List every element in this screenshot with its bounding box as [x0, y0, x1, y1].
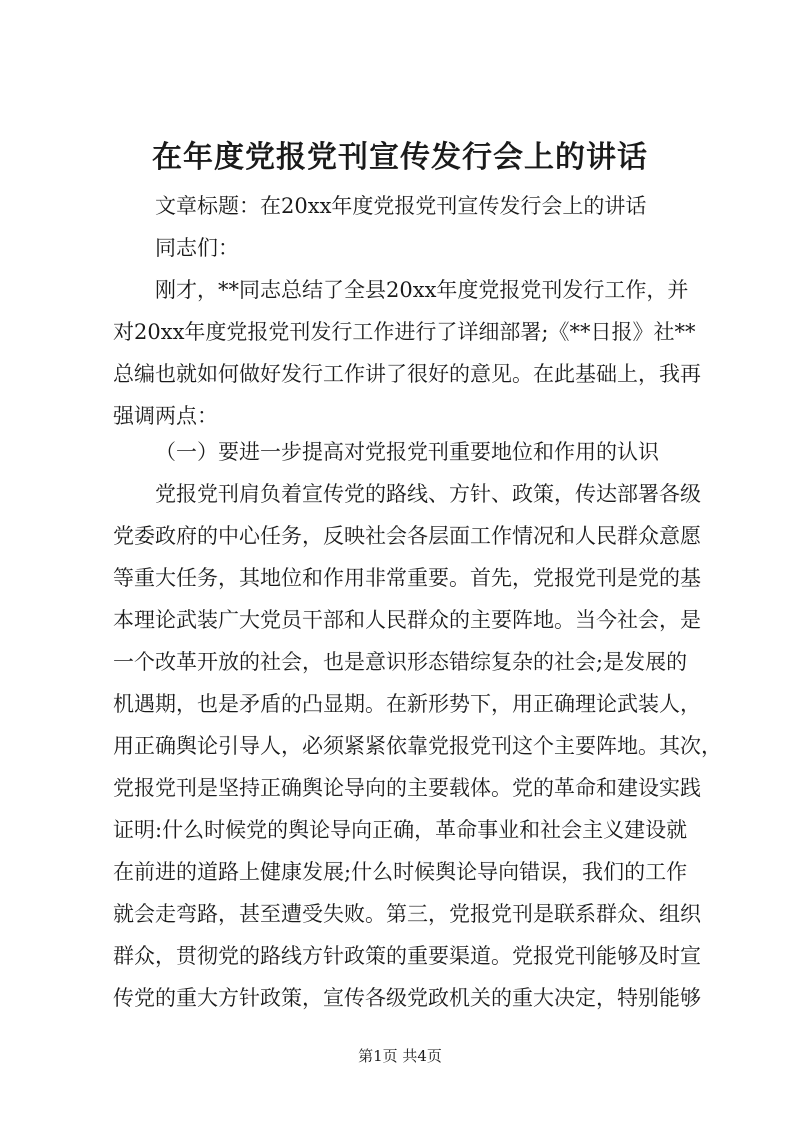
paragraph-line: 等重大任务，其地位和作用非常重要。首先，党报党刊是党的基 — [113, 566, 701, 590]
paragraph-line: 本理论武装广大党员干部和人民群众的主要阵地。当今社会，是 — [113, 608, 701, 632]
paragraph-line: 党委政府的中心任务，反映社会各层面工作情况和人民群众意愿 — [113, 524, 701, 548]
paragraph-line: 群众，贯彻党的路线方针政策的重要渠道。党报党刊能够及时宣 — [113, 944, 701, 968]
page-footer: 第1页 共4页 — [358, 1047, 442, 1065]
paragraph-line: 证明:什么时候党的舆论导向正确，革命事业和社会主义建设就 — [113, 818, 688, 842]
paragraph-line: 在前进的道路上健康发展;什么时候舆论导向错误，我们的工作 — [113, 860, 688, 884]
paragraph-line: 用正确舆论引导人，必须紧紧依靠党报党刊这个主要阵地。其次， — [113, 734, 722, 758]
paragraph-line: 传党的重大方针政策，宣传各级党政机关的重大决定，特别能够 — [113, 986, 701, 1010]
paragraph-line: 强调两点： — [113, 404, 218, 428]
paragraph-line: 对20xx年度党报党刊发行工作进行了详细部署;《**日报》社** — [113, 320, 696, 344]
salutation: 同志们： — [155, 236, 239, 260]
paragraph-line: 一个改革开放的社会，也是意识形态错综复杂的社会;是发展的 — [113, 650, 688, 674]
paragraph-line: 总编也就如何做好发行工作讲了很好的意见。在此基础上，我再 — [113, 362, 701, 386]
section-heading: （一）要进一步提高对党报党刊重要地位和作用的认识 — [155, 440, 659, 464]
paragraph-line: 机遇期，也是矛盾的凸显期。在新形势下，用正确理论武装人， — [113, 692, 701, 716]
article-title-line: 文章标题：在20xx年度党报党刊宣传发行会上的讲话 — [155, 194, 647, 218]
paragraph-line: 党报党刊是坚持正确舆论导向的主要载体。党的革命和建设实践 — [113, 776, 701, 800]
paragraph-line: 就会走弯路，甚至遭受失败。第三，党报党刊是联系群众、组织 — [113, 902, 701, 926]
paragraph-line: 刚才，**同志总结了全县20xx年度党报党刊发行工作，并 — [155, 278, 689, 302]
document-title: 在年度党报党刊宣传发行会上的讲话 — [152, 140, 648, 175]
paragraph-line: 党报党刊肩负着宣传党的路线、方针、政策，传达部署各级 — [155, 482, 701, 506]
